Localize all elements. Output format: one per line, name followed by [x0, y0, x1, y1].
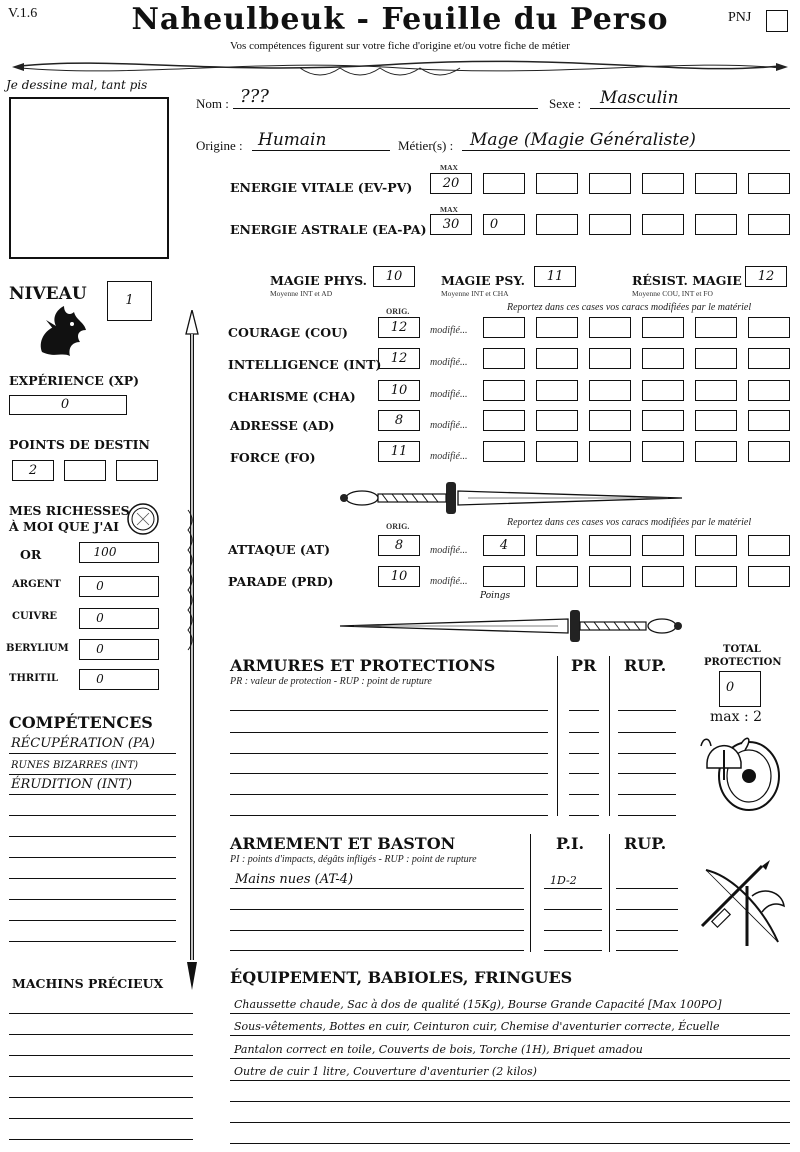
carac-mod-box-5-5[interactable]	[695, 441, 737, 462]
equipement-line-2[interactable]: Sous-vêtements, Bottes en cuir, Ceinturon cuir, Chemise d'aventurier correcte, Écuelle	[234, 1020, 720, 1033]
armure-line-1-1[interactable]	[230, 710, 548, 711]
attaque-mod-box-5[interactable]	[695, 535, 737, 556]
armure-line-4-1[interactable]	[230, 773, 548, 774]
magie-phys-box[interactable]: 10	[373, 266, 415, 287]
carac-mod-box-2-3[interactable]	[589, 348, 631, 369]
carac-mod-box-1-6[interactable]	[748, 317, 790, 338]
ev-box-2[interactable]	[483, 173, 525, 194]
sheet-title: Naheulbeuk - Feuille du Perso	[131, 2, 669, 37]
armure-line-5-3[interactable]	[618, 794, 676, 795]
attaque-mod-box-2[interactable]	[536, 535, 578, 556]
armures-rup-label: RUP.	[624, 656, 667, 675]
sheet-subtitle: Vos compétences figurent sur votre fiche d'origine et/ou votre fiche de métier	[230, 40, 570, 52]
parade-mod-box-6[interactable]	[748, 566, 790, 587]
origine-value[interactable]: Humain	[258, 130, 327, 150]
carac-mod-box-3-6[interactable]	[748, 380, 790, 401]
equipement-line-6-1[interactable]	[230, 1122, 790, 1123]
ev-box-3[interactable]	[536, 173, 578, 194]
intelligence-orig-box[interactable]: 12	[378, 348, 420, 369]
arme-line-3-2[interactable]	[544, 930, 602, 931]
armure-line-3-2[interactable]	[569, 753, 599, 754]
equipement-title: ÉQUIPEMENT, BABIOLES, FRINGUES	[230, 968, 573, 987]
arme-line-2-2[interactable]	[544, 909, 602, 910]
carac-mod-box-3-5[interactable]	[695, 380, 737, 401]
ev-box-4[interactable]	[589, 173, 631, 194]
arme-line-1-3[interactable]	[616, 888, 678, 889]
armure-line-5-2[interactable]	[569, 794, 599, 795]
competences-label: COMPÉTENCES	[9, 713, 153, 732]
equipement-line-1[interactable]: Chaussette chaude, Sac à dos de qualité (15Kg), Bourse Grande Capacité [Max 100PO]	[234, 998, 722, 1011]
equipement-line-1-1[interactable]	[230, 1013, 790, 1014]
carac-mod-box-4-2[interactable]	[536, 410, 578, 431]
ev-label: ENERGIE VITALE (EV-PV)	[230, 180, 413, 195]
version-label: V.1.6	[8, 6, 38, 21]
destin-box-1[interactable]: 2	[12, 460, 54, 481]
spear-icon	[182, 310, 202, 990]
equipement-line-7-1[interactable]	[230, 1143, 790, 1144]
weapon-pi[interactable]: 1D-2	[550, 874, 577, 887]
berylium-label: BERYLIUM	[6, 643, 69, 654]
attaque-mod-label: modifié...	[430, 545, 468, 556]
armure-line-4-3[interactable]	[618, 773, 676, 774]
xp-label: EXPÉRIENCE (XP)	[9, 373, 140, 388]
armure-line-6-3[interactable]	[618, 815, 676, 816]
combat-orig-label: ORIG.	[386, 522, 410, 531]
armures-max: max : 2	[710, 709, 763, 725]
courage-label: COURAGE (COU)	[228, 325, 348, 340]
carac-mod-box-4-5[interactable]	[695, 410, 737, 431]
carac-mod-box-3-3[interactable]	[589, 380, 631, 401]
parade-mod-box-5[interactable]	[695, 566, 737, 587]
equipement-line-3[interactable]: Pantalon correct en toile, Couverts de bois, Torche (1H), Briquet amadou	[234, 1043, 643, 1056]
ev-max-box[interactable]: 20	[430, 173, 472, 194]
sword-2-icon	[338, 606, 683, 646]
arme-line-2-3[interactable]	[616, 909, 678, 910]
dragon-icon	[34, 302, 90, 362]
arme-line-3-1[interactable]	[230, 930, 524, 931]
ea-max-box[interactable]: 30	[430, 214, 472, 235]
force-mod-label: modifié...	[430, 451, 468, 462]
argent-box[interactable]: 0	[79, 576, 159, 597]
parade-mod-box-1[interactable]	[483, 566, 525, 587]
resist-magie-box[interactable]: 12	[745, 266, 787, 287]
ev-box-7[interactable]	[748, 173, 790, 194]
carac-mod-box-4-4[interactable]	[642, 410, 684, 431]
competence-item-1[interactable]: RÉCUPÉRATION (PA)	[11, 736, 155, 751]
carac-note: Reportez dans ces cases vos caracs modifiées par le matériel	[507, 302, 752, 313]
ea-box-4[interactable]	[589, 214, 631, 235]
coin-icon	[125, 501, 161, 537]
richesses-label-1: MES RICHESSES	[9, 503, 130, 518]
carac-mod-box-5-2[interactable]	[536, 441, 578, 462]
metier-label: Métier(s) :	[398, 138, 454, 153]
attaque-mod-box-4[interactable]	[642, 535, 684, 556]
armure-line-2-3[interactable]	[618, 732, 676, 733]
armures-note: PR : valeur de protection - RUP : point de rupture	[230, 676, 432, 687]
attaque-mod-box-1[interactable]: 4	[483, 535, 525, 556]
or-box[interactable]: 100	[79, 542, 159, 563]
weapon-name[interactable]: Mains nues (AT-4)	[235, 872, 354, 887]
arme-line-4-3[interactable]	[616, 950, 678, 951]
total-protection-box[interactable]: 0	[719, 671, 761, 707]
or-label: OR	[20, 547, 42, 562]
ev-max-label: MAX	[440, 163, 458, 172]
armement-note: PI : points d'impacts, dégâts infligés - RUP : point de rupture	[230, 854, 477, 865]
parade-label: PARADE (PRD)	[228, 574, 334, 589]
attaque-mod-box-3[interactable]	[589, 535, 631, 556]
total-label-2: PROTECTION	[704, 657, 782, 668]
niveau-box[interactable]: 1	[107, 281, 152, 321]
attaque-mod-box-6[interactable]	[748, 535, 790, 556]
parade-mod-box-2[interactable]	[536, 566, 578, 587]
nom-label: Nom :	[196, 96, 229, 111]
thritil-box[interactable]: 0	[79, 669, 159, 690]
equipement-line-3-1[interactable]	[230, 1058, 790, 1059]
magie-psy-label: MAGIE PSY.	[441, 273, 526, 288]
carac-mod-box-1-5[interactable]	[695, 317, 737, 338]
destin-box-2[interactable]	[64, 460, 106, 481]
armures-pr-label: PR	[571, 656, 597, 675]
carac-mod-box-3-4[interactable]	[642, 380, 684, 401]
cuivre-box[interactable]: 0	[79, 608, 159, 629]
charisme-label: CHARISME (CHA)	[228, 389, 356, 404]
xp-box[interactable]: 0	[9, 395, 127, 415]
metier-value[interactable]: Mage (Magie Généraliste)	[470, 130, 696, 150]
weapons-icon	[692, 856, 792, 952]
carac-mod-box-1-1[interactable]	[483, 317, 525, 338]
resist-magie-note: Moyenne COU, INT et FO	[632, 289, 713, 298]
ea-current-box[interactable]: 0	[483, 214, 525, 235]
carac-mod-box-2-5[interactable]	[695, 348, 737, 369]
combat-note: Reportez dans ces cases vos caracs modifiées par le matériel	[507, 517, 752, 528]
carac-mod-box-1-3[interactable]	[589, 317, 631, 338]
magie-phys-note: Moyenne INT et AD	[270, 289, 333, 298]
helmet-shield-icon	[697, 724, 787, 814]
magie-psy-note: Moyenne INT et CHA	[441, 289, 509, 298]
carac-mod-box-4-1[interactable]	[483, 410, 525, 431]
pnj-label: PNJ	[728, 10, 752, 25]
parade-mod-box-4[interactable]	[642, 566, 684, 587]
equipement-line-5-1[interactable]	[230, 1101, 790, 1102]
richesses-label-2: À MOI QUE J'AI	[9, 519, 119, 534]
carac-mod-box-4-6[interactable]	[748, 410, 790, 431]
competence-item-3[interactable]: ÉRUDITION (INT)	[11, 777, 133, 792]
thritil-label: THRITIL	[9, 673, 59, 684]
adresse-label: ADRESSE (AD)	[230, 418, 335, 433]
magie-phys-label: MAGIE PHYS.	[270, 273, 368, 288]
equipement-line-4-1[interactable]	[230, 1080, 790, 1081]
ea-box-5[interactable]	[642, 214, 684, 235]
total-label-1: TOTAL	[723, 644, 761, 655]
armement-rup-label: RUP.	[624, 834, 667, 853]
ea-label: ENERGIE ASTRALE (EA-PA)	[230, 222, 427, 237]
competence-item-2[interactable]: RUNES BIZARRES (INT)	[11, 760, 139, 771]
arme-line-4-1[interactable]	[230, 950, 524, 951]
parade-mod-label: modifié...	[430, 576, 468, 587]
carac-mod-box-2-2[interactable]	[536, 348, 578, 369]
armure-line-2-1[interactable]	[230, 732, 548, 733]
arme-line-3-3[interactable]	[616, 930, 678, 931]
arme-line-1-2[interactable]	[544, 888, 602, 889]
resist-magie-label: RÉSIST. MAGIE	[632, 273, 742, 288]
charisme-orig-box[interactable]: 10	[378, 380, 420, 401]
carac-mod-box-2-6[interactable]	[748, 348, 790, 369]
charisme-mod-label: modifié...	[430, 389, 468, 400]
armure-line-3-3[interactable]	[618, 753, 676, 754]
armement-title: ARMEMENT ET BASTON	[230, 834, 456, 853]
arme-line-2-1[interactable]	[230, 909, 524, 910]
carac-mod-box-4-3[interactable]	[589, 410, 631, 431]
arme-line-4-2[interactable]	[544, 950, 602, 951]
armure-line-3-1[interactable]	[230, 753, 548, 754]
intelligence-mod-label: modifié...	[430, 357, 468, 368]
armure-line-6-2[interactable]	[569, 815, 599, 816]
magie-psy-box[interactable]: 11	[534, 266, 576, 287]
ev-box-5[interactable]	[642, 173, 684, 194]
armure-line-6-1[interactable]	[230, 815, 548, 816]
courage-orig-box[interactable]: 12	[378, 317, 420, 338]
armure-line-4-2[interactable]	[569, 773, 599, 774]
equipement-line-4[interactable]: Outre de cuir 1 litre, Couverture d'aventurier (2 kilos)	[234, 1065, 537, 1078]
banner-flourish-icon	[0, 52, 800, 80]
attaque-label: ATTAQUE (AT)	[228, 542, 331, 557]
pnj-checkbox[interactable]	[766, 10, 788, 32]
carac-mod-box-2-1[interactable]	[483, 348, 525, 369]
force-orig-box[interactable]: 11	[378, 441, 420, 462]
ea-box-3[interactable]	[536, 214, 578, 235]
carac-mod-box-1-4[interactable]	[642, 317, 684, 338]
carac-mod-box-3-2[interactable]	[536, 380, 578, 401]
adresse-orig-box[interactable]: 8	[378, 410, 420, 431]
berylium-box[interactable]: 0	[79, 639, 159, 660]
armure-line-1-2[interactable]	[569, 710, 599, 711]
sexe-label: Sexe :	[549, 96, 582, 111]
ea-max-label: MAX	[440, 205, 458, 214]
portrait-box[interactable]	[9, 97, 169, 259]
armure-line-2-2[interactable]	[569, 732, 599, 733]
carac-mod-box-5-3[interactable]	[589, 441, 631, 462]
armures-title: ARMURES ET PROTECTIONS	[230, 656, 496, 675]
intelligence-label: INTELLIGENCE (INT)	[228, 357, 382, 372]
armement-pi-label: P.I.	[556, 834, 585, 853]
force-label: FORCE (FO)	[230, 450, 316, 465]
carac-mod-box-5-4[interactable]	[642, 441, 684, 462]
niveau-label: NIVEAU	[9, 284, 87, 304]
machins-label: MACHINS PRÉCIEUX	[12, 976, 164, 991]
parade-orig-box[interactable]: 10	[378, 566, 420, 587]
origine-label: Origine :	[196, 138, 243, 153]
parade-mod-box-3[interactable]	[589, 566, 631, 587]
portrait-caption: Je dessine mal, tant pis	[6, 78, 148, 92]
armure-line-1-3[interactable]	[618, 710, 676, 711]
attaque-orig-box[interactable]: 8	[378, 535, 420, 556]
ev-box-6[interactable]	[695, 173, 737, 194]
carac-mod-box-2-4[interactable]	[642, 348, 684, 369]
ea-box-6[interactable]	[695, 214, 737, 235]
carac-mod-box-3-1[interactable]	[483, 380, 525, 401]
nom-value[interactable]: ???	[240, 86, 269, 107]
carac-mod-box-5-6[interactable]	[748, 441, 790, 462]
destin-box-3[interactable]	[116, 460, 158, 481]
arme-line-1-1[interactable]	[230, 888, 524, 889]
ea-box-7[interactable]	[748, 214, 790, 235]
poings-note: Poings	[480, 591, 511, 601]
adresse-mod-label: modifié...	[430, 420, 468, 431]
armure-line-5-1[interactable]	[230, 794, 548, 795]
equipement-line-2-1[interactable]	[230, 1035, 790, 1036]
courage-mod-label: modifié...	[430, 325, 468, 336]
cuivre-label: CUIVRE	[12, 611, 58, 622]
argent-label: ARGENT	[12, 579, 61, 590]
carac-mod-box-5-1[interactable]	[483, 441, 525, 462]
sword-icon	[338, 478, 683, 518]
carac-orig-label: ORIG.	[386, 307, 410, 316]
destin-label: POINTS DE DESTIN	[9, 437, 150, 452]
carac-mod-box-1-2[interactable]	[536, 317, 578, 338]
sexe-value[interactable]: Masculin	[600, 88, 679, 108]
